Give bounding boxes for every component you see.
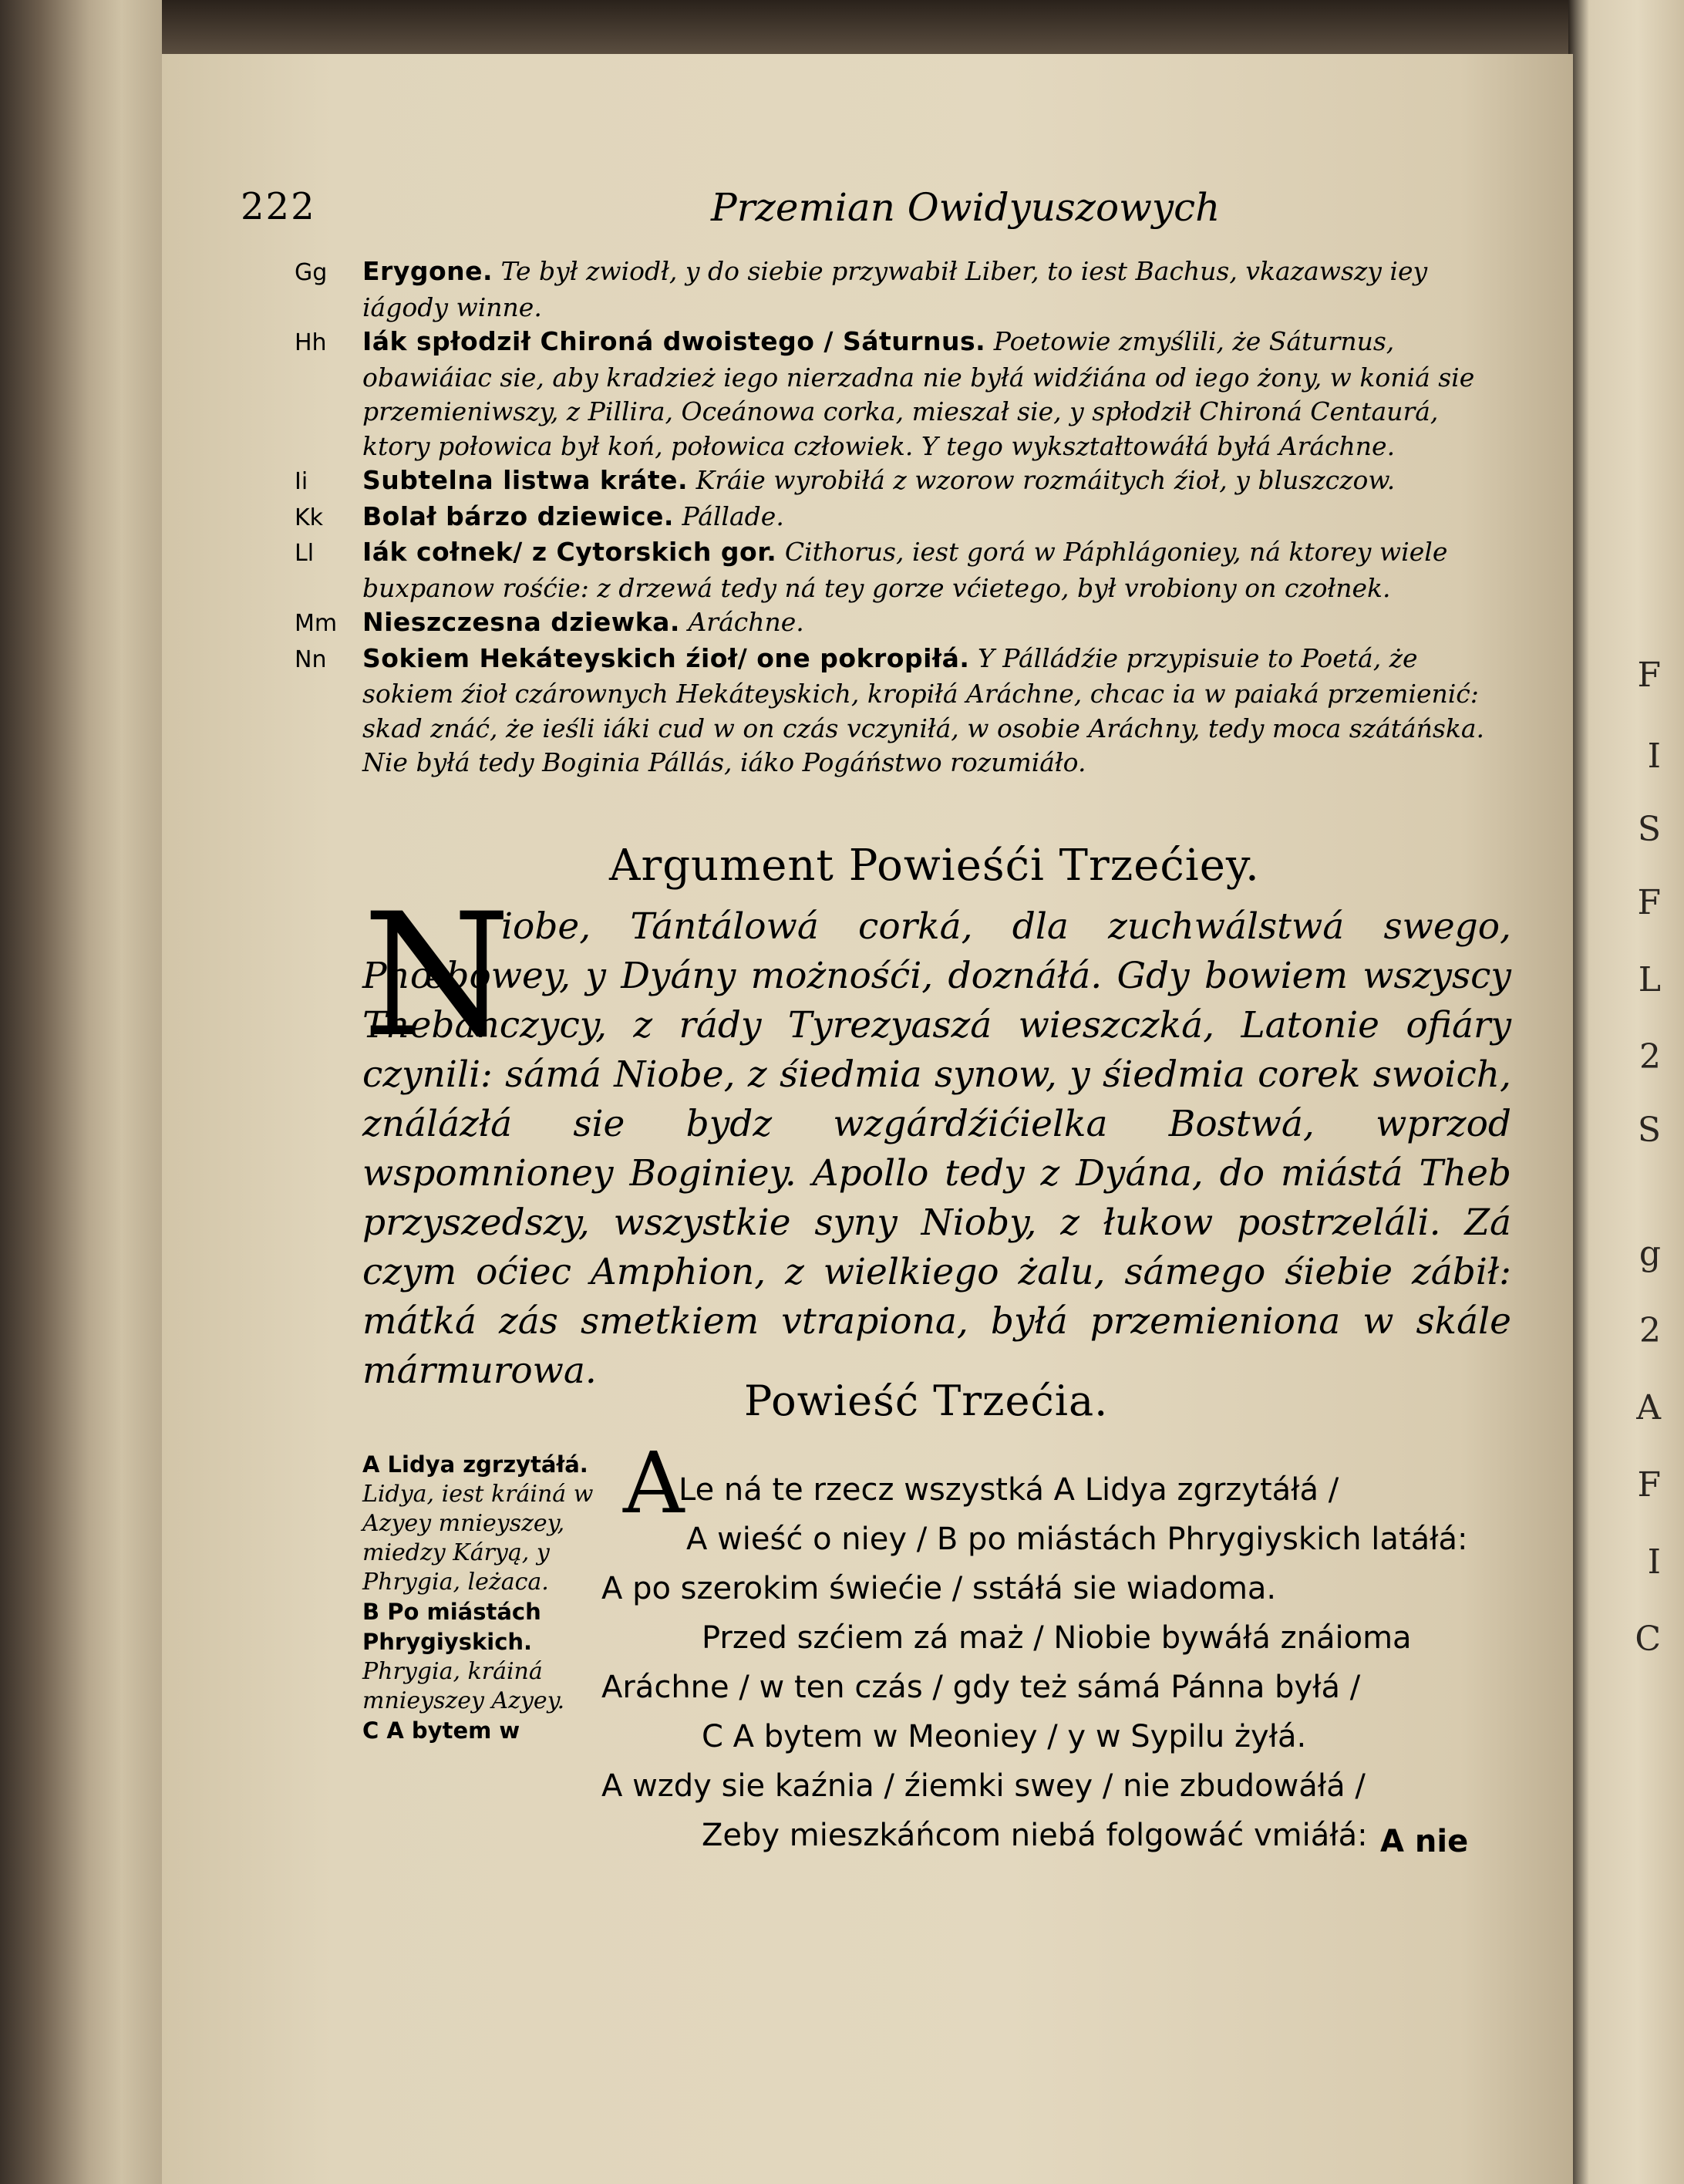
note-key: Ii [295,468,308,495]
poem-drop-cap: A [623,1434,685,1532]
note-head: Iák spłodził Chironá dwoistego / Sáturnus. [362,326,986,356]
note-body: Aráchne. [688,607,804,637]
note-head: Iák cołnek/ z Cytorskich gor. [362,537,777,567]
note-ii [295,463,1511,500]
facing-glyph: S [1637,1111,1661,1150]
page-header [241,185,1521,247]
facing-glyph: F [1637,1465,1661,1505]
note-nn [295,642,1511,780]
facing-glyph: S [1637,810,1661,849]
note-body: Y Pálládźie przypisuie to Poetá, że sokiem źioł czárownych Hekáteyskich, kropiłá Aráchne, chcac ia w paiaká przemienić: skad znáć, że ieśli iáki cud w on czás vczyniłá, w osobie Aráchny, tedy moca szátáńska. Nie byłá tedy Boginia Pállás, iáko Pogáństwo rozumiáło. [362,642,1485,777]
note-head: Erygone. [362,256,493,286]
note-ll [295,535,1511,605]
note-head: Bolał bárzo dziewice. [362,501,674,531]
book-top-shadow [0,0,1684,54]
poem-line: Przed szćiem zá maż / Niobie bywáłá znáioma [702,1620,1412,1656]
argument-title: Argument Powieśći Trzećiey. [609,841,1260,891]
note-key: Nn [295,645,327,673]
poem-text [601,1465,1511,1860]
note-body: Cithorus, iest gorá w Páphlágoniey, ná ktorey wiele buxpanow rośćie: z drzewá tedy ná tey gorze vćietego, był vrobiony on czołnek. [362,537,1448,603]
facing-glyph: 2 [1639,1037,1661,1077]
note-key: Mm [295,610,338,637]
facing-glyph: g [1639,1234,1661,1273]
note-key: Ll [295,540,315,567]
gloss-entry-a [362,1450,594,1597]
poem-line: A po szerokim świećie / sstáłá sie wiadoma. [601,1571,1277,1606]
facing-glyph: I [1647,736,1661,776]
note-body: Kráie wyrobiłá z wzorow rozmáitych źioł, y bluszczow. [695,465,1396,495]
book-page-edges-left [0,0,162,2184]
gloss-entry-b [362,1597,594,1716]
poem-line: A wzdy sie kaźnia / źiemki swey / nie zbudowáłá / [601,1768,1366,1804]
facing-glyph: A [1636,1388,1661,1427]
facing-glyph: I [1647,1542,1661,1582]
note-key: Gg [295,259,328,286]
poem-line: Le ná te rzecz wszystká A Lidya zgrzytáłá / [679,1472,1339,1508]
margin-gloss [362,1450,594,1746]
running-title: Przemian Owidyuszowych [711,185,1221,230]
poem-line: Zeby mieszkáńcom niebá folgowáć vmiáłá: [702,1818,1368,1853]
facing-glyph: C [1635,1619,1661,1659]
gloss-body: Lidya, iest kráiná w Azyey mnieyszey, miedzy Káryą, y Phrygia, leżaca. [362,1481,594,1596]
page-number: 222 [241,185,316,228]
poem-line: C A bytem w Meoniey / y w Sypilu żyłá. [702,1719,1307,1754]
argument-text: iobe, Tántálowá corká, dla zuchwálstwá swego, Phœbowey, y Dyány możnośći, doznáłá. Gdy bowiem wszyscy Thebánczycy, z rády Tyrezyaszá wieszczká, Latonie ofiáry czynili: sámá Niobe, z śiedmia synow, y śiedmia corek swoich, ználázłá sie bydz wzgárdźićielka Bostwá, wprzod wspomnioney Boginiey. Apollo tedy z Dyána, do miástá Theb przyszedszy, wszystkie syny Nioby, z łukow postrzeláli. Zá czym oćiec Amphion, z wielkiego żalu, sámego śiebie zábił: mátká zás smetkiem vtrapiona, byłá przemieniona w skále mármurowa. [362,905,1511,1392]
gloss-head: C A bytem w [362,1717,520,1744]
gloss-body: Phrygia, kráiná mnieyszey Azyey. [362,1658,565,1714]
note-body: Te był zwiodł, y do siebie przywabił Liber, to iest Bachus, vkazawszy iey iágody winne. [362,256,1428,322]
catchword: A nie [1380,1824,1469,1859]
note-head: Sokiem Hekáteyskich źioł/ one pokropiłá. [362,642,970,673]
note-head: Subtelna listwa kráte. [362,465,689,495]
poem-line: A wieść o niey / B po miástách Phrygiyskich latáłá: [686,1522,1468,1557]
note-hh [295,325,1511,463]
facing-glyph: 2 [1639,1311,1661,1350]
argument-drop-cap: N [362,877,511,1074]
gloss-head: A Lidya zgrzytáłá. [362,1451,588,1478]
facing-page-letters [1591,0,1684,2184]
gloss-head: B Po miástách Phrygiyskich. [362,1599,541,1655]
note-key: Hh [295,329,327,356]
footnotes-block [295,254,1511,780]
note-mm [295,605,1511,642]
note-body: Poetowie zmyślili, że Sáturnus, obawiáiac sie, aby kradzież iego nierzadna nie byłá widźiána od iego żony, w koniá sie przemieniwszy, z Pillira, Oceánowa corka, mieszał sie, y spłodził Chironá Centaurá, ktory połowica był koń, połowica człowiek. Y tego wykształtowáłá byłá Aráchne. [362,326,1475,461]
note-gg [295,254,1511,325]
poem-line: Aráchne / w ten czás / gdy też sámá Pánna byłá / [601,1670,1361,1705]
note-key: Kk [295,504,324,531]
argument-block [362,877,1519,1392]
section-title: Powieść Trzećia. [744,1377,1109,1425]
facing-glyph: F [1637,883,1661,922]
note-body: Pállade. [682,501,784,531]
note-kk [295,500,1511,536]
gloss-entry-c [362,1716,594,1746]
facing-glyph: F [1637,656,1661,695]
facing-glyph: L [1638,960,1661,999]
note-head: Nieszczesna dziewka. [362,607,680,637]
